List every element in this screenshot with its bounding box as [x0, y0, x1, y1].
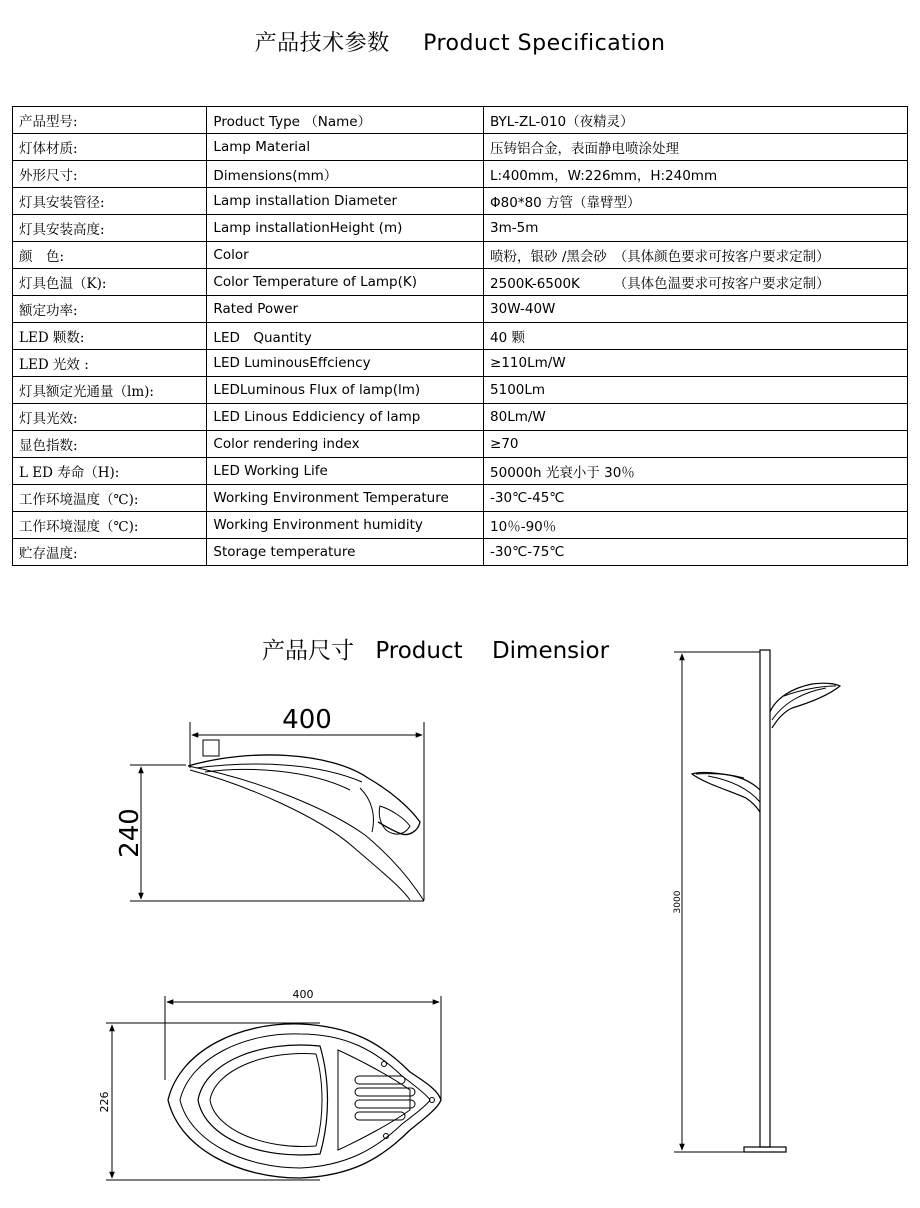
- spec-label-en: Product Type （Name）: [207, 107, 484, 134]
- spec-label-en: Working Environment Temperature: [207, 485, 484, 512]
- spec-value: 压铸铝合金，表面静电喷涂处理: [484, 134, 908, 161]
- spec-label-en: Color: [207, 242, 484, 269]
- spec-value: 10％-90％: [484, 512, 908, 539]
- side-length-label: 400: [282, 705, 332, 735]
- spec-label-cn: 灯具色温（K):: [13, 269, 207, 296]
- dimension-title-en-2: Dimensior: [491, 638, 610, 664]
- spec-label-en: Storage temperature: [207, 539, 484, 566]
- spec-value: BYL-ZL-010（夜精灵）: [484, 107, 908, 134]
- dimension-title-en-1: Product: [375, 638, 463, 664]
- spec-label-cn: 灯具额定光通量（lm):: [13, 377, 207, 404]
- spec-value: 2500K-6500K （具体色温要求可按客户要求定制）: [484, 269, 908, 296]
- top-width-label: 226: [98, 1091, 111, 1113]
- pole-height-label: 3000: [673, 890, 683, 914]
- spec-label-en: Working Environment humidity: [207, 512, 484, 539]
- spec-value: 40 颗: [484, 323, 908, 350]
- spec-label-en: LED Quantity: [207, 323, 484, 350]
- spec-label-cn: LED 光效 :: [13, 350, 207, 377]
- spec-label-en: Lamp installationHeight (m): [207, 215, 484, 242]
- spec-label-en: LEDLuminous Flux of lamp(lm): [207, 377, 484, 404]
- spec-value: ≥110Lm/W: [484, 350, 908, 377]
- spec-label-en: LED LuminousEffciency: [207, 350, 484, 377]
- spec-value: 喷粉，银砂 /黑会砂 （具体颜色要求可按客户要求定制）: [484, 242, 908, 269]
- spec-label-cn: 显色指数:: [13, 431, 207, 458]
- side-view-drawing: [130, 722, 424, 901]
- spec-label-en: LED Working Life: [207, 458, 484, 485]
- spec-value: L:400mm，W:226mm，H:240mm: [484, 161, 908, 188]
- spec-label-cn: 额定功率:: [13, 296, 207, 323]
- spec-value: 5100Lm: [484, 377, 908, 404]
- spec-label-en: Dimensions(mm）: [207, 161, 484, 188]
- spec-label-cn: 灯具安装高度:: [13, 215, 207, 242]
- spec-label-en: Color Temperature of Lamp(K): [207, 269, 484, 296]
- spec-label-cn: LED 颗数:: [13, 323, 207, 350]
- spec-label-cn: 工作环境湿度（℃):: [13, 512, 207, 539]
- title-en: Product Specification: [423, 31, 666, 56]
- spec-label-cn: 外形尺寸:: [13, 161, 207, 188]
- top-length-label: 400: [292, 988, 314, 1001]
- spec-label-cn: L ED 寿命（H):: [13, 458, 207, 485]
- dimension-title-cn: 产品尺寸: [262, 638, 354, 664]
- spec-label-en: Rated Power: [207, 296, 484, 323]
- top-view-drawing: [106, 996, 441, 1180]
- spec-label-en: Lamp installation Diameter: [207, 188, 484, 215]
- spec-value: 50000h 光衰小于 30％: [484, 458, 908, 485]
- spec-label-cn: 产品型号:: [13, 107, 207, 134]
- spec-value: 3m-5m: [484, 215, 908, 242]
- spec-value: 30W-40W: [484, 296, 908, 323]
- spec-value: 80Lm/W: [484, 404, 908, 431]
- pole-drawing: [674, 650, 840, 1152]
- spec-value: -30℃-45℃: [484, 485, 908, 512]
- spec-label-en: Color rendering index: [207, 431, 484, 458]
- title-cn: 产品技术参数: [254, 31, 390, 56]
- spec-label-en: Lamp Material: [207, 134, 484, 161]
- spec-label-en: LED Linous Eddiciency of lamp: [207, 404, 484, 431]
- spec-label-cn: 颜 色:: [13, 242, 207, 269]
- spec-label-cn: 贮存温度:: [13, 539, 207, 566]
- spec-label-cn: 灯体材质:: [13, 134, 207, 161]
- spec-value: ≥70: [484, 431, 908, 458]
- spec-label-cn: 灯具光效:: [13, 404, 207, 431]
- spec-label-cn: 灯具安装管径:: [13, 188, 207, 215]
- spec-value: -30℃-75℃: [484, 539, 908, 566]
- side-height-label: 240: [115, 808, 145, 858]
- spec-label-cn: 工作环境温度（℃):: [13, 485, 207, 512]
- spec-value: Φ80*80 方管（靠臂型）: [484, 188, 908, 215]
